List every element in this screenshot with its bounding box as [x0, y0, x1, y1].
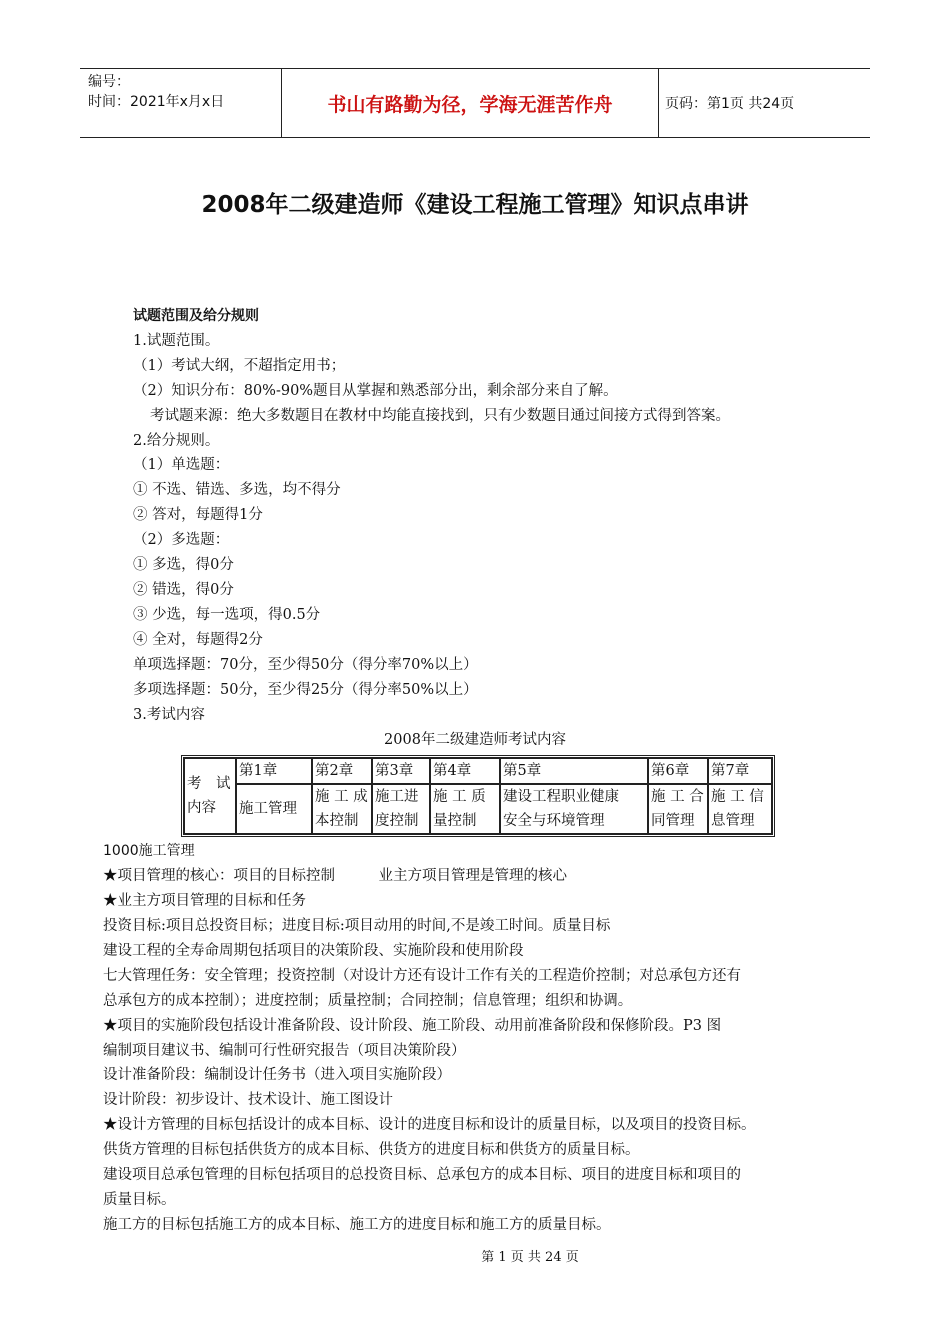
row-label-line: 考 试: [187, 776, 231, 793]
text-line: ① 不选、错选、多选，均不得分: [133, 482, 341, 499]
text-line: ① 多选，得0分: [133, 557, 234, 574]
text-line: （1）考试大纲，不超指定用书；: [133, 357, 346, 374]
table-cell-chapter: 第5章: [500, 758, 648, 784]
section-heading: 1000施工管理: [103, 843, 195, 860]
table-cell-subject: 施 工 质 量控制: [430, 784, 500, 834]
table-cell-chapter: 第4章: [430, 758, 500, 784]
exam-content-table: [181, 755, 775, 837]
text-line: 考试题来源：绝大多数题目在教材中均能直接找到，只有少数题目通过间接方式得到答案。: [150, 407, 730, 424]
header-meta: [80, 69, 281, 137]
table-cell-chapter: 第1章: [236, 758, 312, 784]
header-number-label: 编号：: [88, 74, 130, 90]
text-line: ② 答对，每题得1分: [133, 507, 263, 524]
table-cell-subject: 施 工 信 息管理: [708, 784, 772, 834]
text-line: 设计准备阶段：编制设计任务书（进入项目实施阶段）: [103, 1067, 451, 1084]
text-line: 单项选择题：70分，至少得50分（得分率70%以上）: [133, 656, 478, 673]
text-line: ★项目的实施阶段包括设计准备阶段、设计阶段、施工阶段、动用前准备阶段和保修阶段。P3 图: [103, 1017, 722, 1034]
text-line: 编制项目建议书、编制可行性研究报告（项目决策阶段）: [103, 1042, 466, 1059]
text-line: 施工方的目标包括施工方的成本目标、施工方的进度目标和施工方的质量目标。: [103, 1216, 611, 1233]
row-label-line: 内容: [187, 800, 216, 817]
text-line: （1）单选题：: [133, 457, 230, 474]
text-line: ③ 少选，每一选项，得0.5分: [133, 606, 321, 623]
table-cell-subject: 施工管理: [236, 784, 312, 834]
text-line: （2）知识分布：80%-90%题目从掌握和熟悉部分出，剩余部分来自了解。: [133, 382, 618, 399]
section-heading: 试题范围及给分规则: [133, 308, 259, 324]
text-line: 3.考试内容: [133, 706, 205, 723]
text-line: 质量目标。: [103, 1192, 176, 1208]
table-cell-chapter: 第3章: [372, 758, 430, 784]
text-line: 多项选择题：50分，至少得25分（得分率50%以上）: [133, 681, 478, 698]
text-line: 供货方管理的目标包括供货方的成本目标、供货方的进度目标和供货方的质量目标。: [103, 1142, 640, 1159]
table-cell-subject: 施 工 成 本控制: [312, 784, 372, 834]
table-cell-chapter: 第2章: [312, 758, 372, 784]
text-line: （2）多选题：: [133, 532, 230, 549]
text-line: 1.试题范围。: [133, 332, 220, 349]
table-row: [184, 758, 772, 784]
page-footer: 第 1 页 共 24 页: [481, 1250, 579, 1265]
exam-table-wrapper: [181, 755, 950, 837]
document-title: 2008年二级建造师《建设工程施工管理》知识点串讲: [201, 192, 749, 218]
text-line: ② 错选，得0分: [133, 581, 234, 598]
header-motto: 书山有路勤为径，学海无涯苦作舟: [281, 69, 659, 137]
table-cell-chapter: 第6章: [648, 758, 708, 784]
text-line: ★业主方项目管理的目标和任务: [103, 893, 306, 910]
table-row: [184, 784, 772, 834]
text-line: 设计阶段：初步设计、技术设计、施工图设计: [103, 1092, 393, 1109]
table-cell-chapter: 第7章: [708, 758, 772, 784]
text-line: ★设计方管理的目标包括设计的成本目标、设计的进度目标和设计的质量目标，以及项目的投资目标。: [103, 1117, 756, 1134]
text-line: 建设工程的全寿命周期包括项目的决策阶段、实施阶段和使用阶段: [103, 942, 524, 959]
text-line: 七大管理任务：安全管理；投资控制（对设计方还有设计工作有关的工程造价控制；对总承包方还有: [103, 967, 741, 984]
table-cell-subject: 施 工 合 同管理: [648, 784, 708, 834]
table-cell-subject: 施工进 度控制: [372, 784, 430, 834]
table-caption: 2008年二级建造师考试内容: [384, 732, 566, 749]
text-line: ④ 全对，每题得2分: [133, 631, 263, 648]
table-cell-subject: 建设工程职业健康 安全与环境管理: [500, 784, 648, 834]
header-date: 时间：2021年x月x日: [88, 94, 225, 110]
text-line: ★项目管理的核心：项目的目标控制 业主方项目管理是管理的核心: [103, 868, 567, 885]
table-row-label: [184, 758, 236, 834]
page-header: [80, 68, 870, 138]
document-body: [0, 304, 950, 1238]
text-line: 建设项目总承包管理的目标包括项目的总投资目标、总承包方的成本目标、项目的进度目标和项目的: [103, 1167, 741, 1184]
text-line: 2.给分规则。: [133, 432, 220, 449]
text-line: 总承包方的成本控制）；进度控制；质量控制；合同控制；信息管理；组织和协调。: [103, 992, 633, 1009]
text-line: 投资目标:项目总投资目标；进度目标:项目动用的时间,不是竣工时间。质量目标: [103, 918, 611, 935]
header-page-info: 页码：第1页 共24页: [665, 96, 795, 112]
